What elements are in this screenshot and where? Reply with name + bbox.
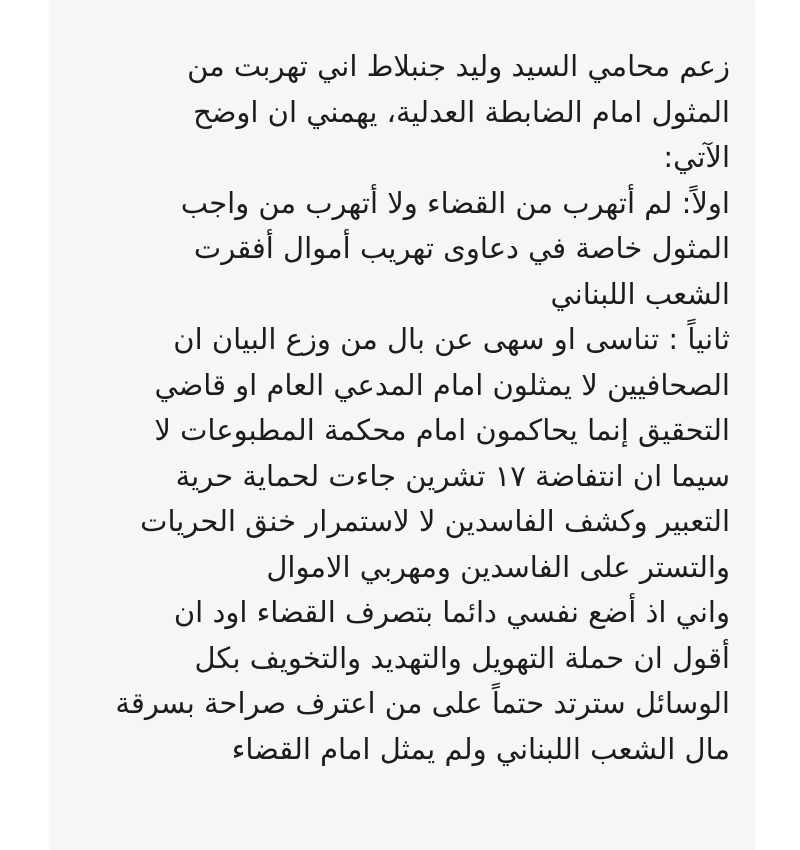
note-line: زعم محامي السيد وليد جنبلاط اني تهربت من	[187, 49, 730, 83]
note-line: الصحافيين لا يمثلون امام المدعي العام او قاضي	[154, 367, 730, 402]
note-line: التحقيق إنما يحاكمون امام محكمة المطبوعات لا	[154, 413, 730, 447]
note-line: سيما ان انتفاضة ١٧ تشرين جاءت لحماية حرية	[175, 458, 730, 493]
note-line: والتستر على الفاسدين ومهربي الاموال	[266, 549, 730, 584]
note-line: واني اذ أضع نفسي دائما بتصرف القضاء اود ان	[173, 595, 730, 629]
note-line: الآتي:	[663, 140, 730, 174]
note-line: المثول امام الضابطة العدلية، يهمني ان اوضح	[193, 94, 730, 129]
note-line: ثانياً : تناسى او سهى عن بال من وزع البيان ان	[173, 322, 730, 356]
note-line: التعبير وكشف الفاسدين لا لاستمرار خنق الحريات	[140, 504, 730, 538]
note-page	[50, 0, 755, 850]
note-line: الشعب اللبناني	[550, 276, 730, 311]
note-line: المثول خاصة في دعاوى تهريب أموال أفقرت	[193, 231, 730, 265]
note-body	[70, 44, 730, 772]
note-line: أقول ان حملة التهويل والتهديد والتخويف بكل	[194, 640, 730, 675]
note-line: مال الشعب اللبناني ولم يمثل امام القضاء	[231, 731, 730, 766]
note-line: اولاً: لم أتهرب من القضاء ولا أتهرب من واجب	[180, 185, 730, 220]
note-line: الوسائل سترتد حتماً على من اعترف صراحة بسرقة	[115, 686, 730, 720]
